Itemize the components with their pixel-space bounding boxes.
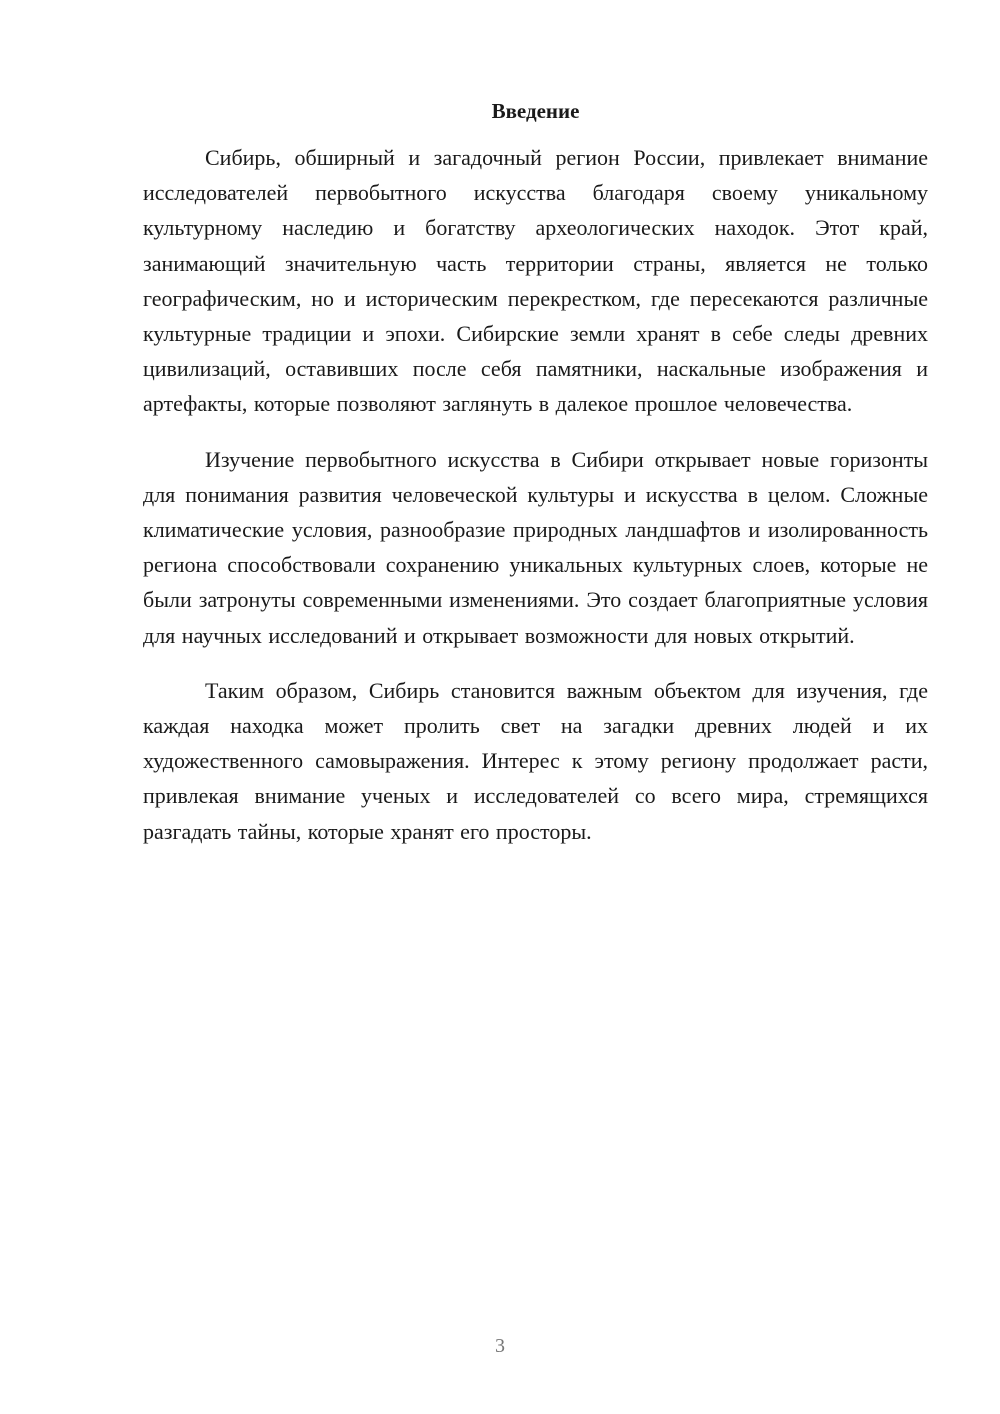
paragraph-3: Таким образом, Сибирь становится важным объектом для изучения, где каждая находка может пролить свет на загадки древних людей и их художественного самовыражения. Интерес к этому региону продолжает расти, привлекая внимание ученых и исследователей со всего мира, стремящихся разгадать тайны, которые хранят его просторы. <box>143 677 928 844</box>
page-number: 3 <box>495 1335 505 1357</box>
section-heading: Введение <box>491 99 580 123</box>
page-content <box>143 95 928 869</box>
paragraph-1: Сибирь, обширный и загадочный регион России, привлекает внимание исследователей первобытного искусства благодаря своему уникальному культурному наследию и богатству археологических находок. Этот край, занимающий значительную часть территории страны, является не только географическим, но и историческим перекрестком, где пересекаются различные культурные традиции и эпохи. Сибирские земли хранят в себе следы древних цивилизаций, оставивших после себя памятники, наскальные изображения и артефакты, которые позволяют заглянуть в далекое прошлое человечества. <box>143 145 928 417</box>
paragraph-2: Изучение первобытного искусства в Сибири открывает новые горизонты для понимания развития человеческой культуры и искусства в целом. Сложные климатические условия, разнообразие природных ландшафтов и изолированность региона способствовали сохранению уникальных культурных слоев, которые не были затронуты современными изменениями. Это создает благоприятные условия для научных исследований и открывает возможности для новых открытий. <box>143 446 928 648</box>
